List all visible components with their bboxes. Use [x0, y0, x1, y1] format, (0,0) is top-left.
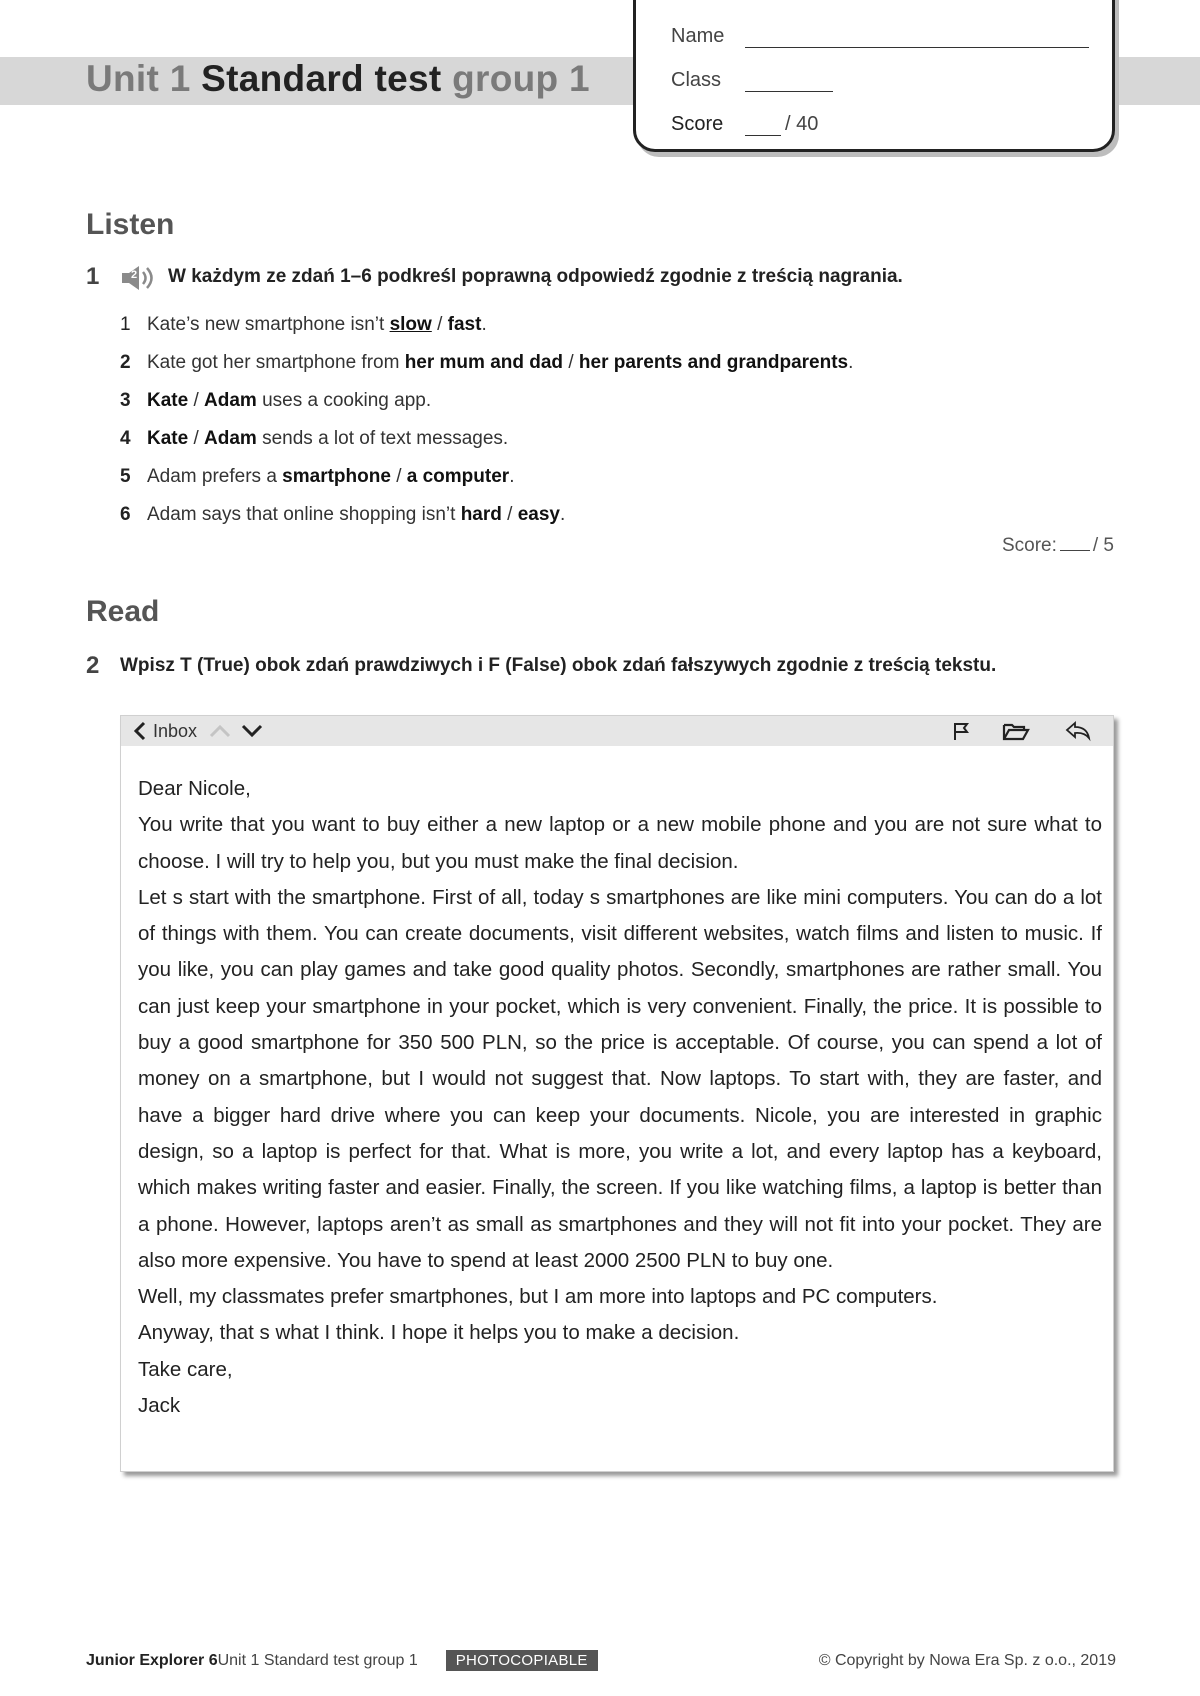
option-separator: /: [431, 314, 448, 335]
question-end: .: [560, 504, 566, 525]
option-separator: /: [563, 352, 579, 373]
listen-question: [120, 466, 514, 488]
question-number: 6: [120, 504, 131, 525]
name-label: Name: [671, 25, 725, 47]
question-lead: Kate got her smartphone from: [147, 352, 405, 373]
score-total: / 5: [1092, 535, 1114, 556]
listen-score: [1002, 535, 1114, 557]
score-label: Score:: [1001, 535, 1057, 556]
question-end: .: [509, 466, 515, 487]
email-window: [120, 715, 1114, 1472]
question-number: 5: [120, 466, 131, 487]
score-label: Score: [671, 113, 724, 135]
read-heading: Read: [86, 595, 160, 628]
email-greeting: Dear Nicole,: [138, 777, 251, 800]
title-strong: Standard test: [201, 58, 442, 99]
flag-icon[interactable]: [947, 719, 975, 743]
question-number: 1: [120, 314, 131, 335]
email-closing: Take care,: [138, 1357, 233, 1381]
question-lead: Kate’s new smartphone isn’t: [147, 314, 390, 335]
answer-option[interactable]: hard: [460, 504, 502, 525]
folder-open-icon[interactable]: [1002, 719, 1030, 743]
listen-question: [120, 352, 853, 374]
question-text: [147, 390, 431, 412]
task-instruction: Wpisz T (True) obok zdań prawdziwych i F (False) obok zdań fałszywych zgodnie z treścią tekstu.: [120, 655, 997, 676]
option-separator: /: [390, 466, 407, 487]
inbox-label[interactable]: Inbox: [153, 720, 198, 741]
chevron-left-icon[interactable]: [133, 721, 147, 741]
name-field[interactable]: [745, 26, 1089, 48]
question-number: 4: [120, 428, 131, 449]
answer-option[interactable]: Adam: [204, 390, 257, 411]
page-title: [86, 58, 590, 100]
inbox-nav[interactable]: [133, 721, 197, 742]
question-text: [147, 504, 565, 526]
option-separator: /: [188, 428, 205, 449]
name-row: [671, 25, 1089, 48]
answer-option[interactable]: Kate: [147, 390, 189, 411]
answer-option[interactable]: easy: [517, 504, 560, 525]
email-body: [121, 746, 1113, 1424]
answer-option[interactable]: her mum and dad: [404, 352, 564, 373]
task-1: [86, 260, 903, 294]
footer-unit: Unit 1 Standard test group 1: [217, 1651, 418, 1669]
question-lead: Adam prefers a: [147, 466, 283, 487]
question-text: [147, 352, 853, 374]
class-label: Class: [671, 69, 722, 91]
photocopiable-badge: PHOTOCOPIABLE: [446, 1650, 598, 1671]
class-row: [671, 69, 833, 92]
answer-option[interactable]: fast: [447, 314, 482, 335]
reply-icon[interactable]: [1064, 719, 1092, 743]
score-blank[interactable]: [1060, 550, 1090, 551]
track-number: 2: [131, 269, 138, 281]
answer-option[interactable]: Kate: [147, 428, 189, 449]
listen-question: [120, 390, 431, 412]
answer-option[interactable]: slow: [389, 314, 432, 335]
task-2: [86, 652, 996, 680]
question-text: [147, 466, 514, 488]
question-text: [147, 314, 487, 336]
listen-question: [120, 314, 487, 336]
score-field[interactable]: [745, 114, 781, 136]
email-paragraph: Let s start with the smartphone. First of all, today s smartphones are like mini computers. You can do a lot of things with them. You can create documents, visit different websites, watch films and listen to music. If you like, you can play games and take good quality photos. Secondly, smartphones are rather small. You can just keep your smartphone in your pocket, which is very convenient. Finally, the price. It is possible to buy a good smartphone for 350 500 PLN, so the price is acceptable. Of course, you can spend a lot of money on a smartphone, but I would not suggest that. Now laptops. To start with, they are faster, and have a bigger hard drive where you can keep your documents. Nicole, you are interested in graphic design, so a laptop is perfect for that. What is more, you write a lot, and every laptop has a keyboard, which makes writing faster and easier. Finally, the screen. If you like watching films, a laptop is better than a phone. However, laptops aren’t as small as smartphones and they will not fit into your pocket. They are also more expensive. You have to spend at least 2000 2500 PLN to buy one.: [138, 885, 1102, 1272]
task-number: 2: [86, 652, 100, 679]
title-suffix: group 1: [441, 58, 590, 99]
question-text: [147, 428, 508, 450]
answer-option[interactable]: Adam: [204, 428, 257, 449]
question-end: .: [481, 314, 487, 335]
score-row: [671, 113, 818, 136]
chevron-down-icon[interactable]: [241, 724, 263, 738]
listen-question: [120, 504, 565, 526]
listen-heading: Listen: [86, 208, 175, 241]
email-paragraph: Anyway, that s what I think. I hope it helps you to make a decision.: [138, 1321, 740, 1345]
listen-question: [120, 428, 508, 450]
question-number: 3: [120, 390, 131, 411]
title-prefix: Unit 1: [86, 58, 202, 99]
speaker-icon: [120, 264, 158, 292]
question-lead: Adam says that online shopping isn’t: [147, 504, 461, 525]
answer-option[interactable]: her parents and grandparents: [578, 352, 849, 373]
student-info-box: [633, 0, 1115, 152]
task-instruction: W każdym ze zdań 1–6 podkreśl poprawną odpowiedź zgodnie z treścią nagrania.: [168, 266, 903, 287]
question-end: uses a cooking app.: [256, 390, 432, 411]
question-number: 2: [120, 352, 131, 373]
email-paragraph: Well, my classmates prefer smartphones, but I am more into laptops and PC computers.: [138, 1285, 938, 1309]
footer: [86, 1650, 1116, 1671]
email-paragraph: You write that you want to buy either a new laptop or a new mobile phone and you are not sure what to choose. I will try to help you, but you must make the final decision.: [138, 813, 1102, 873]
email-signature: Jack: [138, 1394, 181, 1418]
answer-option[interactable]: a computer: [406, 466, 510, 487]
footer-book: Junior Explorer 6: [86, 1651, 218, 1669]
answer-option[interactable]: smartphone: [282, 466, 391, 487]
chevron-up-icon[interactable]: [209, 724, 231, 738]
task-number: 1: [86, 263, 100, 290]
option-separator: /: [188, 390, 205, 411]
question-end: .: [848, 352, 854, 373]
class-field[interactable]: [745, 70, 833, 92]
audio-track-icon[interactable]: [120, 260, 158, 294]
footer-copyright: © Copyright by Nowa Era Sp. z o.o., 2019: [818, 1651, 1116, 1669]
email-toolbar: [121, 716, 1113, 746]
option-separator: /: [501, 504, 518, 525]
score-total: / 40: [785, 113, 819, 135]
question-end: sends a lot of text messages.: [256, 428, 509, 449]
